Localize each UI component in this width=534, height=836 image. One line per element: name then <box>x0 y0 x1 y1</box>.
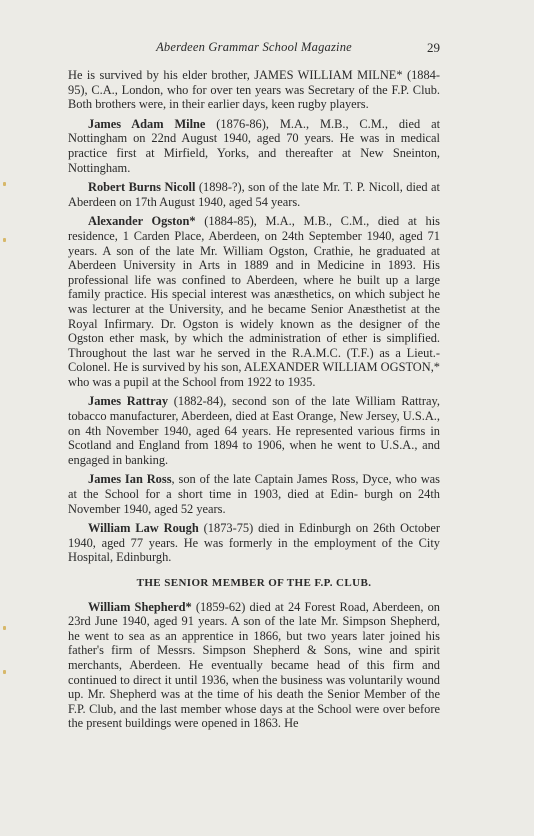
text-line: Shepherd was at the time of his death the Senior Member of the <box>109 687 440 702</box>
text-line: Nottingham on 22nd August 1940, aged 70 years. He was in <box>68 131 395 146</box>
section-heading: THE SENIOR MEMBER OF THE F.P. CLUB. <box>136 577 372 589</box>
text-line: designer of the Ogston ether mask, by which the administration <box>68 316 440 346</box>
person-name: Robert Burns Nicoll <box>88 180 196 195</box>
text-line: Crathie, he graduated at Aberdeen University in Arts in 1889 <box>68 243 440 273</box>
text-line: represented various firms in Scotland and England from 1894 <box>68 423 440 453</box>
text-line: (1882-84), second son of the late William <box>168 394 396 409</box>
text-line: (1859-62) died at 24 Forest Road, <box>191 599 369 614</box>
text-line: the R.A.M.C. (T.F.) as a Lieut.-Colonel. He is survived by his <box>68 345 440 375</box>
text-line: of the F.P. Club. Both brothers were, in their earlier days, <box>68 82 440 112</box>
paper-mark <box>3 670 6 674</box>
text-line: lecturer at the University, and he became Senior Anæsthetist <box>92 301 406 316</box>
paper-mark <box>3 182 6 186</box>
text-line: over before the present buildings were opened in 1863. He <box>68 701 441 731</box>
text-line: who was at the School for a short time in 1903, died at Edin- <box>68 472 440 502</box>
text-line: F.P. Club, and the last member whose days at the School were <box>68 701 380 716</box>
text-line: to 1906, when he went to U.S.A., and engaged in banking. <box>68 438 440 467</box>
obituary-paragraph <box>68 180 440 209</box>
person-name: Alexander Ogston* <box>88 214 196 229</box>
paper-mark <box>3 626 6 630</box>
text-line: Shepherd & Sons, wine and spirit merchants, Aberdeen. He <box>68 643 440 672</box>
text-line: Sneinton, Nottingham. <box>68 145 440 175</box>
text-line: at the Royal Infirmary. Dr. Ogston is widely known as the <box>68 301 440 331</box>
text-line: and in Medicine in 1893. His professional life was confined <box>68 258 440 287</box>
text-line: until 1936, when the business was voluntarily wound up. Mr. <box>68 672 440 702</box>
text-line: to Aberdeen, where he built up a large family practice. His <box>68 272 440 302</box>
text-line: (1884-85), M.A., M.B., C.M., died at <box>195 214 417 229</box>
text-line: Nicoll, died at Aberdeen on 17th August 1940, aged 54 years. <box>68 180 441 209</box>
obituary-paragraph <box>68 521 440 565</box>
text-line: School from 1922 to 1935. <box>182 374 316 389</box>
obituary-paragraph <box>68 68 440 112</box>
text-line: 26th October 1940, aged 77 years. He was formerly in the <box>68 521 440 550</box>
text-line: (1884-95), C.A., London, who for over ten years was Secretary <box>68 68 440 97</box>
text-line: employment of the City Hospital, Edinburgh. <box>68 535 440 565</box>
text-line: burgh on 24th November 1940, aged 52 years. <box>68 487 440 516</box>
obituary-text <box>68 68 440 736</box>
person-name: William Shepherd* <box>88 599 192 614</box>
obituary-paragraph <box>68 214 440 389</box>
person-name: James Rattray <box>88 394 169 409</box>
obituary-paragraph <box>68 600 440 731</box>
text-line: keen rugby players. <box>271 97 369 112</box>
text-line: Rattray, tobacco manufacturer, Aberdeen, died at East Orange, <box>68 394 440 424</box>
text-line: son, ALEXANDER WILLIAM OGSTON,* who was a pupil at the <box>68 360 440 389</box>
text-line: , son of the late Captain James Ross, Dyce, <box>171 472 392 487</box>
text-line: He is survived by his elder brother, JAMES WILLIAM MILNE* <box>68 68 403 82</box>
text-line: his residence, 1 Carden Place, Aberdeen, on 24th September <box>68 214 440 243</box>
text-line: Mr. Simpson Shepherd, he went to sea as an apprentice in 1866, <box>68 614 440 643</box>
text-line: but two years later joined his father's firm of Messrs. Simpson <box>68 628 440 658</box>
text-line: medical practice first at Mirfield, Yorks, and thereafter at New <box>68 131 440 160</box>
text-line: eventually became head of this firm and continued to direct it <box>68 657 440 687</box>
text-line: (1898-?), son of the late Mr. T. P. <box>195 180 366 195</box>
text-line: of ether is simplified. Throughout the last war he served in <box>68 331 440 360</box>
person-name: William Law Rough <box>88 521 199 536</box>
text-line: 1940, aged 71 years. A son of the late Mr. William Ogston, <box>68 228 440 258</box>
person-name: James Ian Ross <box>88 472 172 487</box>
obituary-paragraph <box>68 472 440 516</box>
person-name: James Adam Milne <box>88 116 206 131</box>
text-line: Aberdeen, on 23rd June 1940, aged 91 years. A son of the late <box>68 599 441 629</box>
obituary-paragraph <box>68 117 440 175</box>
text-line: special interest was anæsthetics, on which subject he was <box>68 287 440 316</box>
page-number: 29 <box>427 40 440 55</box>
page-header <box>68 40 440 60</box>
text-line: New Jersey, U.S.A., on 4th November 1940, aged 64 years. He <box>68 409 440 438</box>
running-title: Aberdeen Grammar School Magazine <box>156 40 352 54</box>
text-line: (1876-86), M.A., M.B., C.M., died at <box>205 116 441 131</box>
paper-mark <box>3 238 6 242</box>
obituary-paragraph <box>68 394 440 467</box>
text-line: (1873-75) died in Edinburgh on <box>198 521 369 536</box>
